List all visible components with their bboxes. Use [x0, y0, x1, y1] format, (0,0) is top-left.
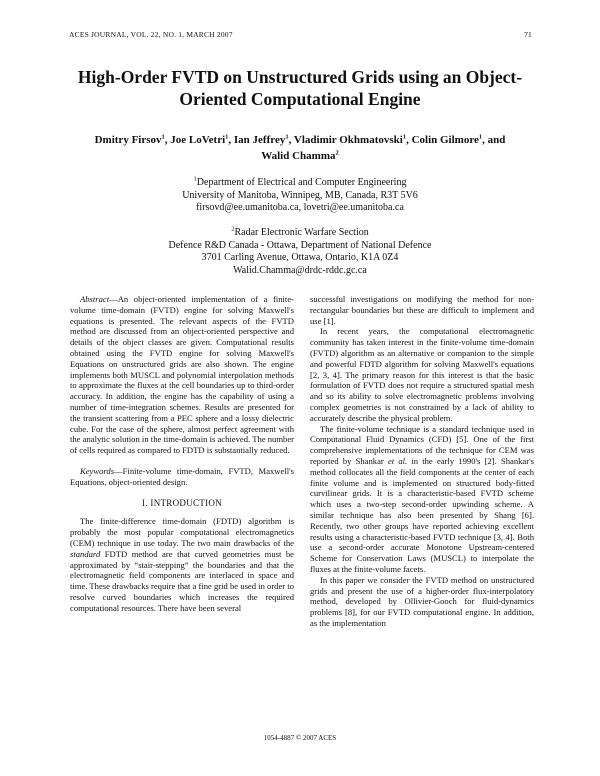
emphasis: et al.	[387, 455, 408, 466]
intro-paragraph-1	[70, 516, 294, 613]
author-separator: ,	[406, 134, 412, 146]
intro-paragraph-3	[310, 424, 534, 575]
affil-mark: 2	[231, 225, 235, 233]
affiliation-department: Department of Electrical and Computer Engineering	[196, 177, 407, 188]
abstract-dash: —	[109, 294, 118, 304]
emphasis: standard	[70, 548, 101, 559]
title-line-1: High-Order FVTD on Unstructured Grids using an Object-	[77, 67, 523, 87]
author-separator: , and	[482, 134, 506, 146]
affiliation-line	[90, 177, 510, 190]
affiliation-2	[90, 227, 510, 277]
abstract-text: An object-oriented implementation of a finite-volume time-domain (FVTD) engine for solving Maxwell's equations is presented. The relevant aspects of the FVTD method are discussed from an object-oriented perspective and details of the object classes are given. Computational results obtained using the FVTD engine for solving Maxwell's Equations on unstructured grids are also shown. The engine implements both MUSCL and polynomial interpolation methods to approximate the fluxes at the cell boundaries up to third-order accuracy. In addition, the engine has the capability of using a number of time-integration schemes. Results are presented for the transient scattering from a PEC sphere and a lossy dielectric cube. For the case of the sphere, almost perfect agreement with the analytic solution in the time-domain is achieved. The number of cells required as compared to FDTD is substantially reduced.	[70, 294, 294, 456]
affiliation-emails: firsovd@ee.umanitoba.ca, lovetri@ee.umanitoba.ca	[196, 202, 404, 213]
author-line-1	[70, 132, 530, 148]
abstract-label: Abstract	[80, 294, 110, 304]
running-header	[69, 30, 532, 39]
author-affil-mark: 1	[225, 133, 229, 141]
keywords	[70, 466, 294, 488]
author-list	[70, 132, 530, 164]
author-name: Colin Gilmore	[411, 134, 479, 146]
author-affil-mark: 1	[161, 133, 165, 141]
author-affil-mark: 2	[335, 149, 339, 157]
title-line-2: Oriented Computational Engine	[179, 89, 421, 109]
author-name: Ian Jeffrey	[233, 134, 286, 146]
intro-paragraph-4: In this paper we consider the FVTD method on unstructured grids and present the use of a higher-order flux-interpolatory method, developed by Ollivier-Gooch for fluid-dynamics problems [8], for our FVTD computational engine. In addition, as the implementation	[310, 574, 534, 628]
left-column	[70, 294, 294, 614]
text-run: in the early 1990's [2]. Shankar's method collocates all the field components at the center of each finite volume and is implemented on structured body-fitted curvilinear grids. It is a characteristic-based FVTD scheme which uses a two-step second-order upwinding scheme. A similar technique has also been presented by Shang [6]. Recently, two other groups have reported achieving excellent results using a characteristic-based FVTD technique [3, 4]. Both use a second-order accurate Monotone Upstream-centered Scheme for Conservation Laws (MUSCL) to interpolate the fluxes at the finite-volume facets.	[310, 455, 534, 574]
affiliation-address: 3701 Carling Avenue, Ottawa, Ontario, K1A 0Z4	[201, 252, 399, 263]
section-heading-introduction: I. INTRODUCTION	[142, 497, 222, 508]
affiliation-section: Radar Electronic Warfare Section	[234, 227, 369, 238]
affil-mark: 1	[193, 175, 197, 183]
spacer	[70, 456, 294, 466]
text-run: FDTD method are that curved geometries must be approximated by “stair-stepping” the boundaries and that the electromagnetic field components are interlaced in space and time. These drawbacks require that a fine grid be used in order to resolve curved boundaries which increases the required computational resources. There have been several	[70, 548, 294, 613]
author-affil-mark: 1	[285, 133, 289, 141]
intro-paragraph-2: In recent years, the computational electromagnetic community has taken interest in the finite-volume time-domain (FVTD) algorithm as an alternative or companion to the simple and powerful FDTD algorithm for solving Maxwell's equations [2, 3, 4]. The primary reason for this interest is that the basic formulation of FVTD does not require a structured spatial mesh and so its ability to solve electromagnetic problems involving complex geometries is not constrained by a lack of ability to accurately describe the physical problem.	[310, 326, 534, 423]
affiliation-organization: Defence R&D Canada - Ottawa, Department of National Defence	[168, 239, 432, 251]
keywords-label: Keywords	[80, 465, 115, 476]
keywords-dash: —	[114, 465, 123, 476]
page-number: 71	[524, 30, 532, 39]
text-run: The finite-volume technique is a standard technique used in Computational Fluid Dynamics (CFD) [5]. One of the first comprehensive implementations of the technique for CEM was reported by Shankar	[310, 423, 534, 466]
author-affil-mark: 1	[478, 133, 483, 141]
keywords-text: Finite-volume time-domain, FVTD, Maxwell's Equations, object-oriented design.	[70, 465, 294, 487]
abstract	[70, 294, 294, 456]
affiliation-email: Walid.Chamma@drdc-rddc.gc.ca	[233, 264, 367, 276]
author-name: Joe LoVetri	[170, 134, 226, 146]
author-separator: ,	[288, 134, 294, 146]
copyright-footer: 1054-4887 © 2007 ACES	[263, 734, 337, 742]
author-name: Vladimir Okhmatovski	[293, 134, 403, 146]
author-name: Dmitry Firsov	[94, 134, 162, 146]
affiliation-address: University of Manitoba, Winnipeg, MB, Canada, R3T 5V6	[182, 189, 418, 201]
intro-paragraph-1-cont: successful investigations on modifying the method for non-rectangular boundaries but these are difficult to implement and use [1].	[310, 294, 534, 326]
paper-title	[60, 66, 540, 110]
author-separator: ,	[228, 134, 234, 146]
journal-name: ACES JOURNAL, VOL. 22, NO. 1, MARCH 2007	[69, 30, 233, 39]
author-line-2	[70, 148, 530, 164]
author-affil-mark: 1	[402, 133, 407, 141]
affiliation-line	[90, 227, 510, 240]
author-name: Walid Chamma	[261, 150, 336, 162]
affiliation-1	[90, 177, 510, 215]
right-column	[310, 294, 534, 629]
author-separator: ,	[164, 134, 171, 146]
text-run: The finite-difference time-domain (FDTD) algorithm is probably the most popular computational electromagnetics (CEM) technique in use today. The two main drawbacks of the	[70, 516, 294, 548]
